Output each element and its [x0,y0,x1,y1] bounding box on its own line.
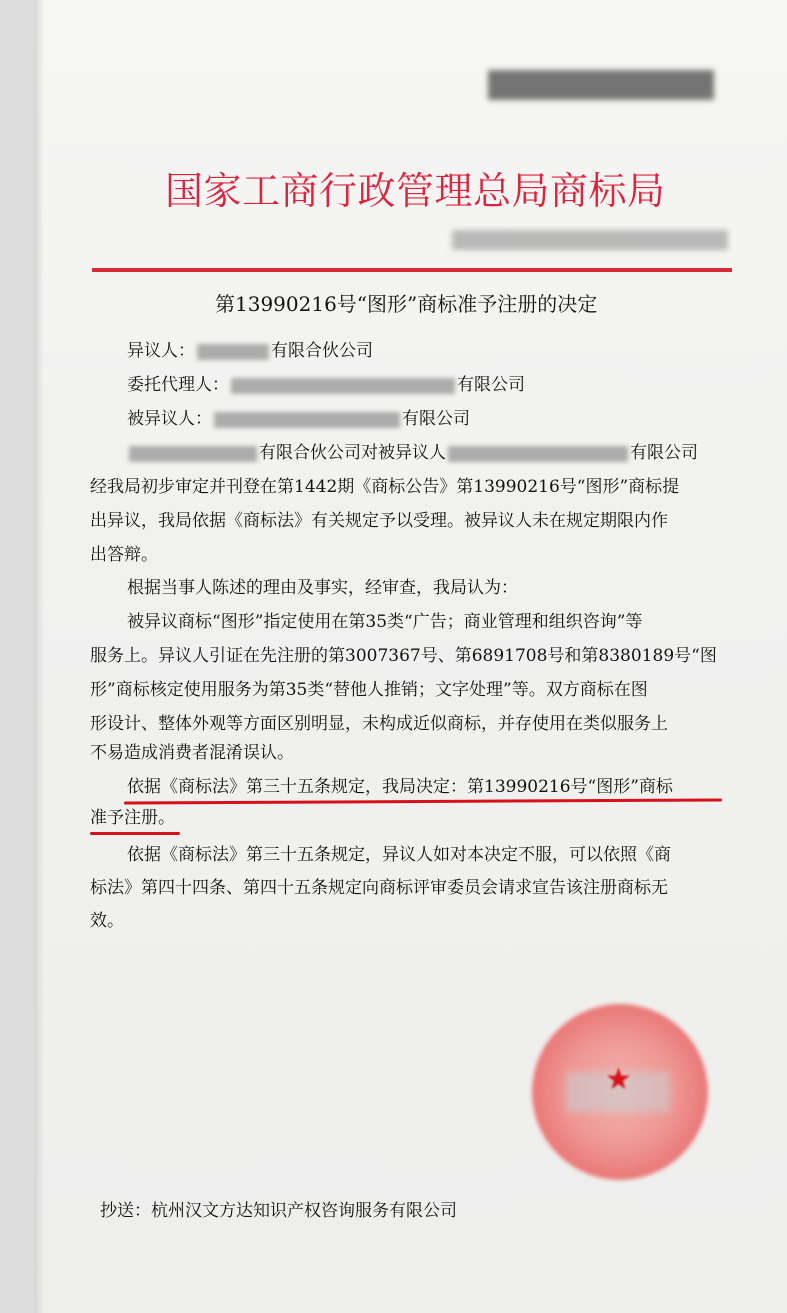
p5-line3: 效。 [90,911,124,931]
agent-label: 委托代理人： [127,375,229,395]
respondent-label: 被异议人： [127,409,212,429]
seal-star-icon: ★ [605,1062,632,1097]
p1-line4: 出答辩。 [90,545,158,565]
p1-line3: 出异议，我局依据《商标法》有关规定予以受理。被异议人未在规定期限内作 [90,511,668,531]
redacted-respondent-name [214,412,400,428]
opponent-label: 异议人： [127,341,195,361]
agency-title: 国家工商行政管理总局商标局 [165,169,666,213]
agent-suffix: 有限公司 [457,375,525,395]
p1-line2: 经我局初步审定并刊登在第1442期《商标公告》第13990216号“图形”商标提 [90,477,680,497]
p3-line4: 形设计、整体外观等方面区别明显，未构成近似商标，并存使用在类似服务上 [90,714,668,734]
decision-line2: 准予注册。 [90,808,175,828]
p3-line2: 服务上。异议人引证在先注册的第3007367号、第6891708号和第8380189号“图 [90,646,717,666]
p1-line1-mid: 有限合伙公司对被异议人 [259,443,446,463]
redacted-agent-name [231,378,455,394]
redacted-reference-line [452,230,728,250]
p3-line1: 被异议商标“图形”指定使用在第35类“广告；商业管理和组织咨询”等 [127,612,643,632]
p2-line1: 根据当事人陈述的理由及事实，经审查，我局认为： [127,578,518,598]
cc-line: 抄送：杭州汉文方达知识产权咨询服务有限公司 [100,1201,457,1221]
p3-line5: 不易造成消费者混淆误认。 [90,743,294,763]
decision-line1: 依据《商标法》第三十五条规定，我局决定：第13990216号“图形”商标 [127,777,673,797]
respondent-line [127,411,470,428]
redacted-document-number [488,70,714,100]
redacted-respondent-name [448,446,628,462]
p5-line1: 依据《商标法》第三十五条规定，异议人如对本决定不服，可以依照《商 [127,845,671,865]
opponent-suffix: 有限合伙公司 [271,341,373,361]
red-underline-2 [90,832,180,835]
redacted-opponent-name [197,344,269,360]
decision-title: 第13990216号“图形”商标准予注册的决定 [215,292,598,316]
red-header-rule [92,268,732,272]
agent-line [127,377,525,394]
respondent-suffix: 有限公司 [402,409,470,429]
p1-line1-end: 有限公司 [630,443,698,463]
redacted-opponent-name [129,446,257,462]
p3-line3: 形”商标核定使用服务为第35类“替他人推销；文字处理”等。双方商标在图 [90,680,648,700]
p1-line1 [127,445,698,462]
p5-line2: 标法》第四十四条、第四十五条规定向商标评审委员会请求宣告该注册商标无 [90,878,668,898]
opponent-line [127,343,373,360]
